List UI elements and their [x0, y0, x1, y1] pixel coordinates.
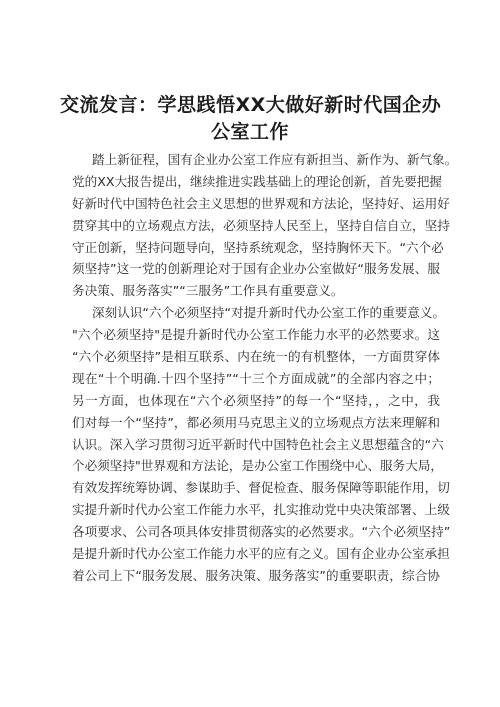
paragraph-line: 踏上新征程，国有企业办公室工作应有新担当、新作为、新气象。 [92, 152, 458, 167]
paragraph-line: 认识。深入学习贯彻习近平新时代中国特色社会主义思想蕴含的“六 [72, 436, 444, 452]
paragraph-line: 是提升新时代办公室工作能力水平的应有之义。国有企业办公室承担 [72, 546, 450, 562]
paragraph-line: 另一方面，也体现在“六个必须坚持”的每一个“坚持，，之中，我 [72, 392, 440, 408]
paragraph-line: 党的XX大报告提出，继续推进实践基础上的理论创新，首先要把握 [72, 173, 442, 189]
paragraph-line: “六个必须坚持”是相互联系、内在统一的有机整体，一方面贯穿体 [72, 349, 440, 365]
document-title-line-1: 交流发言：学思践悟XX大做好新时代国企办 [60, 94, 442, 116]
paragraph-line: 守正创新，坚持问题导向，坚持系统观念，坚持胸怀天下。“六个必 [72, 239, 444, 255]
paragraph-line: 实提升新时代办公室工作能力水平，扎实推动党中央决策部署、上级 [72, 502, 450, 518]
paragraph-line: 个必须坚持"世界观和方法论，是办公室工作围绕中心、服务大局， [72, 458, 444, 474]
paragraph-line: 着公司上下“服务发展、服务决策、服务落实”的重要职责，综合协 [72, 567, 440, 583]
paragraph-line: 现在“十个明确.十四个坚持”“十三个方面成就”的全部内容之中； [72, 370, 440, 386]
paragraph-line: "六个必须坚持"是提升新时代办公室工作能力水平的必然要求。这 [72, 327, 440, 343]
paragraph-line: 各项要求、公司各项具体安排贯彻落实的必然要求。“六个必须坚持” [72, 524, 451, 540]
paragraph-line: 贯穿其中的立场观点方法，必须坚持人民至上，坚持自信自立，坚持 [72, 217, 450, 233]
document-title-line-2: 公室工作 [210, 121, 289, 143]
paragraph-line: 们对每一个“坚持”，都必须用马克思主义的立场观点方法来理解和 [72, 414, 440, 430]
paragraph-line: 好新时代中国特色社会主义思想的世界观和方法论，坚持好、运用好 [72, 195, 450, 211]
paragraph-line: 深刻认识“六个必须坚持“对提升新时代办公室工作的重要意义。 [92, 305, 446, 321]
paragraph-line: 有效发挥统筹协调、参谋助手、督促检查、服务保障等职能作用，切 [72, 480, 450, 496]
paragraph-line: 须坚持”这一党的创新理论对于国有企业办公室做好“服务发展、服 [72, 261, 440, 277]
document-body [72, 149, 458, 587]
paragraph-line: 务决策、服务落实”“三服务”工作具有重要意义。 [72, 283, 344, 299]
